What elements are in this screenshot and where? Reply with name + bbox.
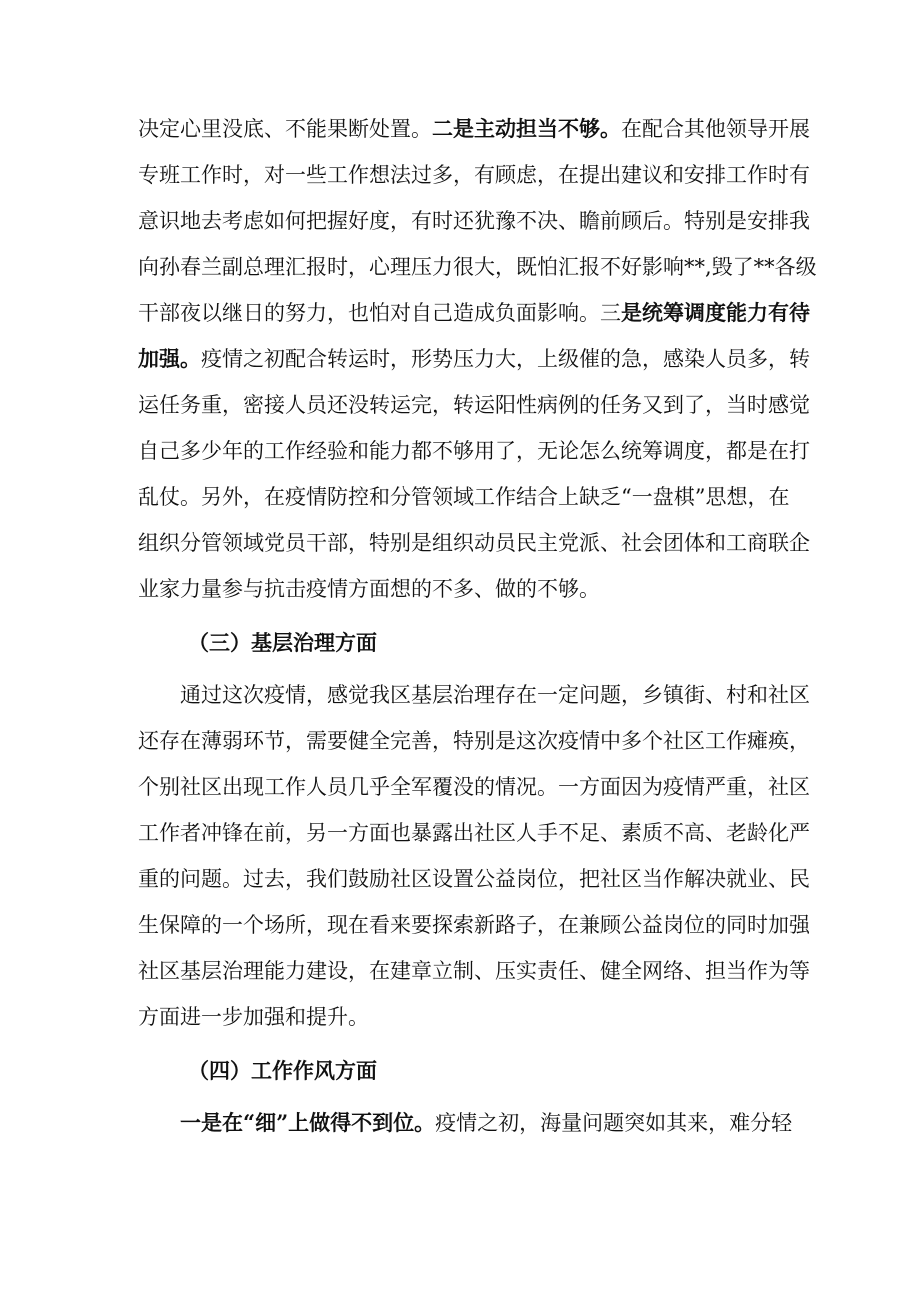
section-heading-4: （四）工作作风方面 — [188, 1058, 377, 1083]
bold-phrase: 一是在“细”上做得不到位。 — [180, 1110, 436, 1135]
text-line: 业家力量参与抗击疫情方面想的不多、做的不够。 — [138, 577, 600, 601]
text-line — [138, 1100, 793, 1146]
bold-phrase: 二是主动担当不够。 — [432, 116, 621, 141]
text-line: 组织分管领域党员干部，特别是组织动员民主党派、社会团体和工商联企 — [138, 531, 810, 555]
text-run: 干部夜以继日的努力，也怕对自己造成负面影响。三 — [138, 301, 621, 325]
section-heading-3: （三）基层治理方面 — [188, 630, 377, 655]
text-line: 自己多少年的工作经验和能力都不够用了，无论怎么统筹调度，都是在打 — [138, 439, 810, 463]
text-line: 通过这次疫情，感觉我区基层治理存在一定问题，乡镇街、村和社区 — [180, 683, 810, 707]
document-body — [138, 106, 817, 1146]
text-run: 疫情之初，海量问题突如其来，难分轻 — [435, 1111, 793, 1135]
text-line: 工作者冲锋在前，另一方面也暴露出社区人手不足、素质不高、老龄化严 — [138, 821, 810, 845]
bold-phrase: 是统筹调度能力有待 — [621, 300, 810, 325]
text-line: 方面进一步加强和提升。 — [138, 1005, 369, 1029]
text-line: 乱仗。另外，在疫情防控和分管领域工作结合上缺乏“一盘棋”思想，在 — [138, 485, 790, 509]
text-line — [138, 336, 810, 382]
text-line: 重的问题。过去，我们鼓励社区设置公益岗位，把社区当作解决就业、民 — [138, 867, 810, 891]
text-line: 运任务重，密接人员还没转运完，转运阳性病例的任务又到了，当时感觉 — [138, 393, 810, 417]
text-line — [138, 106, 810, 152]
text-line: 专班工作时，对一些工作想法过多，有顾虑，在提出建议和安排工作时有 — [138, 163, 810, 187]
text-line: 社区基层治理能力建设，在建章立制、压实责任、健全网络、担当作为等 — [138, 959, 810, 983]
text-line: 还存在薄弱环节，需要健全完善，特别是这次疫情中多个社区工作瘫痪， — [138, 729, 810, 753]
bold-phrase: 加强。 — [138, 346, 201, 371]
text-run: 疫情之初配合转运时，形势压力大，上级催的急，感染人员多，转 — [201, 347, 810, 371]
text-line: 生保障的一个场所，现在看来要探索新路子，在兼顾公益岗位的同时加强 — [138, 913, 810, 937]
text-run: 决定心里没底、不能果断处置。 — [138, 117, 432, 141]
text-line: 意识地去考虑如何把握好度，有时还犹豫不决、瞻前顾后。特别是安排我 — [138, 209, 810, 233]
text-run: 在配合其他领导开展 — [621, 117, 810, 141]
text-line: 个别社区出现工作人员几乎全军覆没的情况。一方面因为疫情严重，社区 — [138, 775, 810, 799]
text-line: 向孙春兰副总理汇报时，心理压力很大，既怕汇报不好影响**,毁了**各级 — [138, 255, 817, 279]
text-line — [138, 290, 810, 336]
